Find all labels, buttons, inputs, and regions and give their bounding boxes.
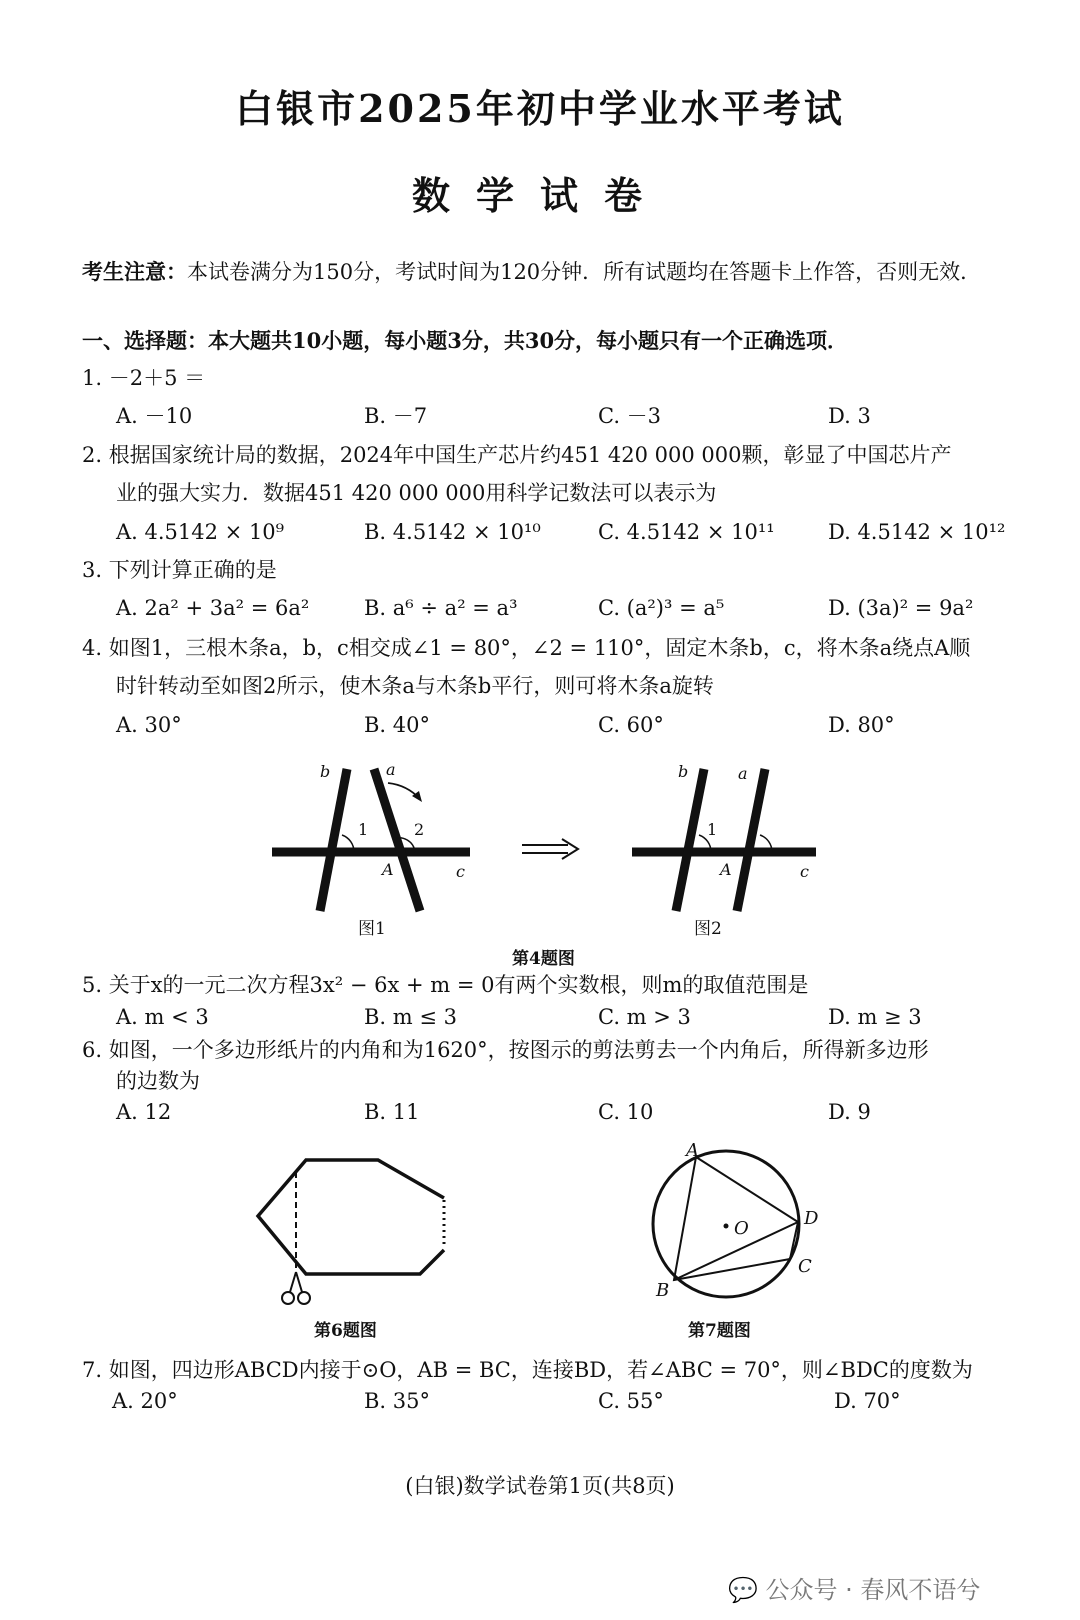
wechat-icon: 💬 bbox=[728, 1576, 758, 1604]
q1-option-a: A. －10 bbox=[116, 404, 193, 428]
center-point bbox=[724, 1224, 729, 1229]
q6-option-a: A. 12 bbox=[116, 1100, 172, 1124]
q5-option-b: B. m ≤ 3 bbox=[364, 1005, 458, 1029]
fig1-caption: 图1 bbox=[358, 919, 386, 939]
q7-stem: 7. 如图，四边形ABCD内接于⊙O，AB = BC，连接BD，若∠ABC = 70°，则∠BDC的度数为 bbox=[82, 1358, 973, 1382]
fig1-label-a: a bbox=[386, 760, 396, 779]
fig2-label-A: A bbox=[720, 860, 732, 879]
q7-option-b: B. 35° bbox=[364, 1389, 431, 1413]
page-footer: (白银)数学试卷第1页(共8页) bbox=[405, 1474, 675, 1498]
q7-label-D: D bbox=[804, 1208, 819, 1229]
stick-b bbox=[676, 769, 704, 911]
q6-option-c: C. 10 bbox=[598, 1100, 654, 1124]
q3-option-b: B. a⁶ ÷ a² = a³ bbox=[364, 596, 518, 620]
exam-title: 白银市2025年初中学业水平考试 bbox=[235, 86, 845, 131]
notice-text: 本试卷满分为150分，考试时间为120分钟．所有试题均在答题卡上作答，否则无效． bbox=[187, 260, 982, 284]
fig2-label-c: c bbox=[800, 862, 809, 881]
fig1-label-1: 1 bbox=[358, 820, 369, 839]
q5-option-d: D. m ≥ 3 bbox=[828, 1005, 922, 1029]
figure-q6-polygon bbox=[248, 1148, 468, 1318]
q2-stem-line1: 2. 根据国家统计局的数据，2024年中国生产芯片约451 420 000 000颗，彰显了中国芯片产 bbox=[82, 443, 952, 467]
section1-title: 一、选择题：本大题共10小题，每小题3分，共30分，每小题只有一个正确选项． bbox=[82, 328, 849, 353]
stick-a bbox=[374, 769, 420, 911]
fig2-label-a: a bbox=[738, 764, 748, 783]
q7-label-B: B bbox=[656, 1280, 670, 1301]
q6-figure-caption: 第6题图 bbox=[314, 1321, 377, 1341]
q7-label-A: A bbox=[686, 1140, 699, 1161]
q1-option-b: B. －7 bbox=[364, 404, 428, 428]
stick-b bbox=[320, 769, 347, 911]
q7-label-O: O bbox=[734, 1218, 749, 1239]
fig1-label-A: A bbox=[382, 860, 394, 879]
q6-option-d: D. 9 bbox=[828, 1100, 871, 1124]
q2-stem-line2: 业的强大实力．数据451 420 000 000用科学记数法可以表示为 bbox=[116, 481, 717, 505]
fig2-label-1: 1 bbox=[707, 820, 718, 839]
q4-option-c: C. 60° bbox=[598, 713, 664, 737]
q4-figure-caption: 第4题图 bbox=[512, 949, 575, 969]
fig1-label-b: b bbox=[320, 762, 331, 781]
q5-stem: 5. 关于x的一元二次方程3x² − 6x + m = 0有两个实数根，则m的取值范围是 bbox=[82, 973, 809, 997]
fig2-caption: 图2 bbox=[694, 919, 722, 939]
q4-option-b: B. 40° bbox=[364, 713, 431, 737]
fig1-label-c: c bbox=[456, 862, 465, 881]
q6-stem-line1: 6. 如图，一个多边形纸片的内角和为1620°，按图示的剪法剪去一个内角后，所得新多边形 bbox=[82, 1038, 929, 1062]
q6-stem-line2: 的边数为 bbox=[116, 1069, 200, 1093]
q1-stem: 1. －2＋5 ＝ bbox=[82, 366, 206, 390]
figure-1 bbox=[262, 755, 482, 920]
exam-subject: 数学试卷 bbox=[411, 173, 668, 218]
q7-option-d: D. 70° bbox=[834, 1389, 901, 1413]
q2-option-d: D. 4.5142 × 10¹² bbox=[828, 520, 1006, 544]
fig1-label-2: 2 bbox=[414, 820, 425, 839]
polygon-outline bbox=[258, 1160, 444, 1274]
q5-option-a: A. m < 3 bbox=[116, 1005, 209, 1029]
q5-option-c: C. m > 3 bbox=[598, 1005, 691, 1029]
notice-label: 考生注意： bbox=[82, 259, 187, 284]
q4-stem-line1: 4. 如图1，三根木条a，b，c相交成∠1 = 80°，∠2 = 110°，固定木条b，c，将木条a绕点A顺 bbox=[82, 636, 971, 660]
watermark-text: 公众号 · 春风不语兮 bbox=[765, 1576, 981, 1604]
q2-option-c: C. 4.5142 × 10¹¹ bbox=[598, 520, 775, 544]
q3-stem: 3. 下列计算正确的是 bbox=[82, 558, 277, 582]
q7-option-a: A. 20° bbox=[112, 1389, 178, 1413]
watermark bbox=[728, 1570, 980, 1605]
q7-option-c: C. 55° bbox=[598, 1389, 664, 1413]
q1-option-d: D. 3 bbox=[828, 404, 871, 428]
q3-option-a: A. 2a² + 3a² = 6a² bbox=[116, 596, 310, 620]
notice bbox=[82, 258, 981, 286]
q3-option-c: C. (a²)³ = a⁵ bbox=[598, 596, 725, 620]
q2-option-a: A. 4.5142 × 10⁹ bbox=[116, 520, 285, 544]
q2-option-b: B. 4.5142 × 10¹⁰ bbox=[364, 520, 541, 544]
q4-option-a: A. 30° bbox=[116, 713, 182, 737]
q7-figure-caption: 第7题图 bbox=[688, 1321, 751, 1341]
q3-option-d: D. (3a)² = 9a² bbox=[828, 596, 974, 620]
q6-option-b: B. 11 bbox=[364, 1100, 420, 1124]
fig2-label-b: b bbox=[678, 762, 689, 781]
figure-2 bbox=[624, 755, 824, 920]
q1-option-c: C. －3 bbox=[598, 404, 662, 428]
q4-option-d: D. 80° bbox=[828, 713, 895, 737]
q4-stem-line2: 时针转动至如图2所示，使木条a与木条b平行，则可将木条a旋转 bbox=[116, 674, 714, 698]
implies-arrow bbox=[520, 838, 582, 862]
stick-a bbox=[737, 769, 765, 911]
scissors-icon bbox=[282, 1272, 310, 1304]
q7-label-C: C bbox=[798, 1256, 812, 1277]
